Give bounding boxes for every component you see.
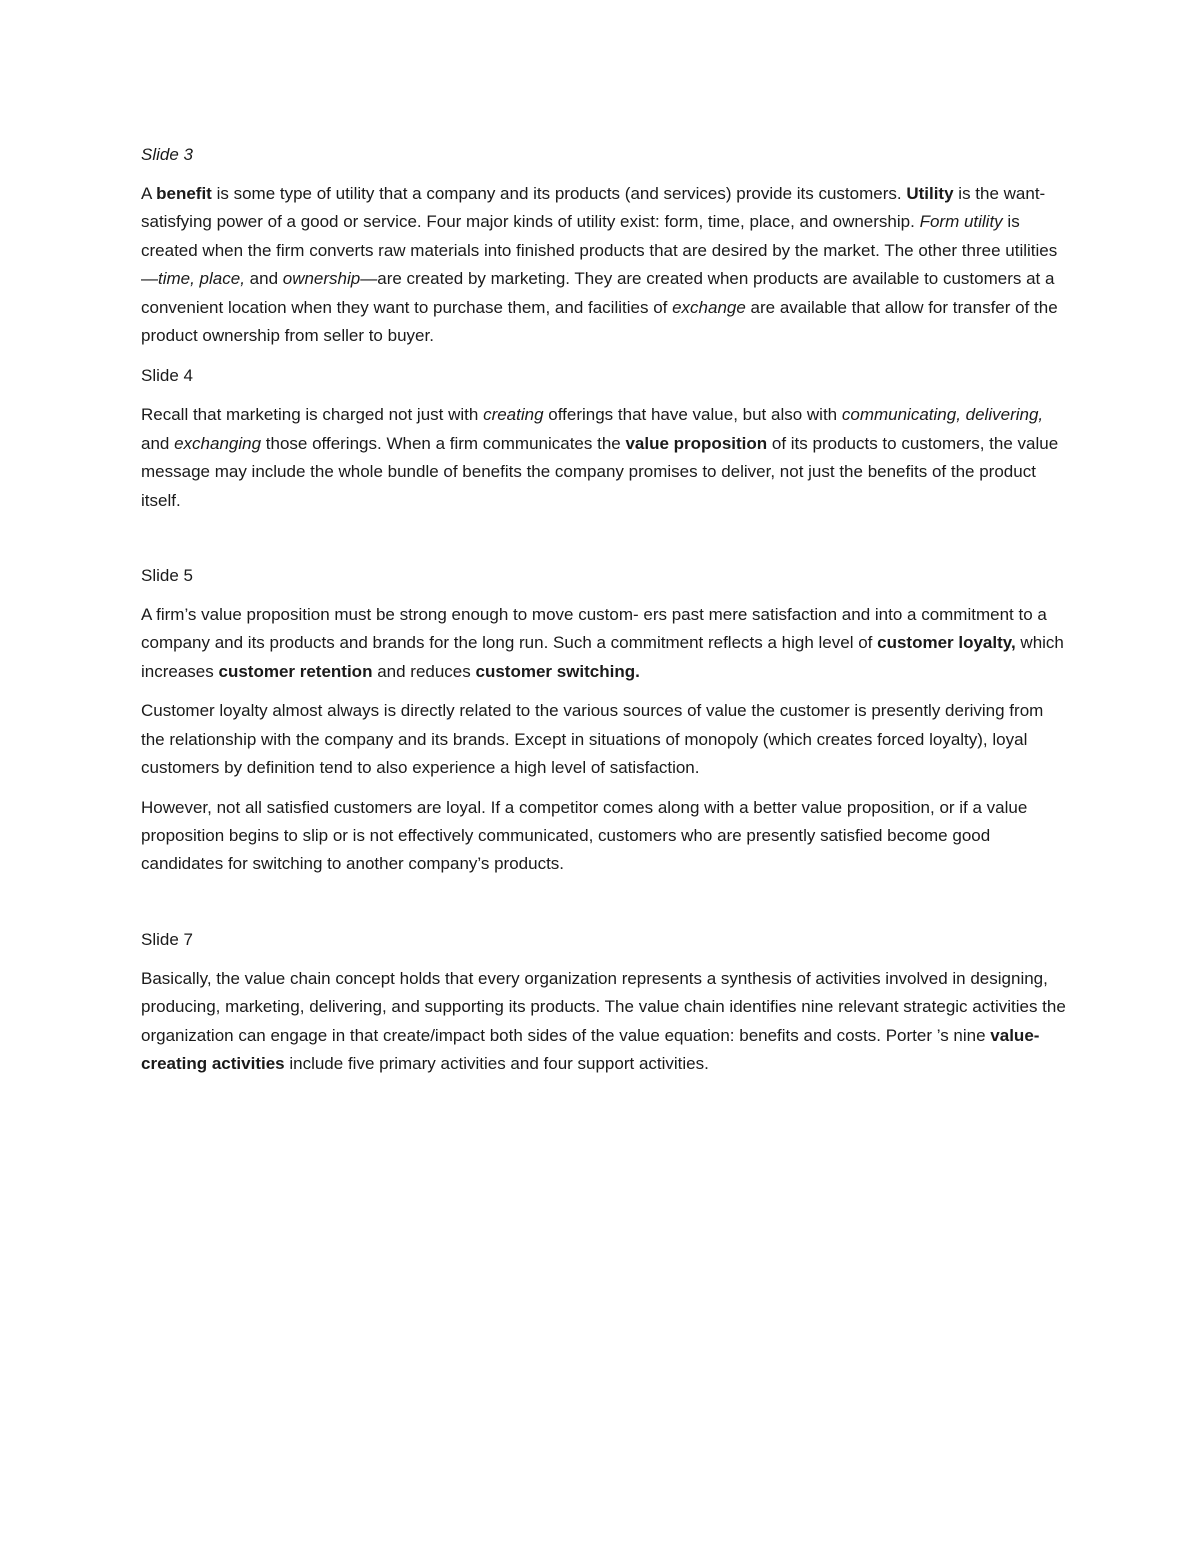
text-run: A [141,184,157,203]
text-run: which increases [141,633,1064,681]
bold-term: customer switching. [475,661,640,681]
paragraph [141,401,1066,515]
text-run: include five primary activities and four support activities. [284,1053,709,1073]
text-run: Basically, the value chain concept holds that every organization represents a synthesis of activities involved in designing, producing, marketing, delivering, and supporting its products. The value chain identifies nine relevant strategic activities the organization can engage in that create/impact both sides of the value equation: benefits and costs. Porter ’s nine [141,968,1066,1045]
blank-line [141,526,1066,561]
text-run: and [244,269,283,289]
text-run: is some type of utility that a company and its products (and services) provide its customers. [211,184,907,203]
italic-term: ownership [282,269,361,289]
paragraph [141,697,1066,782]
bold-term: customer retention [218,661,373,681]
text-run: Customer loyalty almost always is directly related to the various sources of value the customer is presently deriving from the relationship with the company and its brands. Except in situations of monopoly (which creates forced loyalty), loyal customers by definition tend to also experience a high level of satisfaction. [141,701,1044,778]
italic-term: time, place, [158,269,245,289]
text-run: However, not all satisfied customers are loyal. If a competitor comes along with a better value proposition, or if a value proposition begins to slip or is not effectively communicated, customers who are presently satisfied become good candidates for switching to another company’s products. [141,797,1028,874]
text-run: and [141,433,175,453]
text-run: are available that allow for transfer of the product ownership from seller to buyer. [141,297,1058,346]
text-run: is created when the firm converts raw materials into finished products that are desired by the market. The other three utilities— [141,212,1058,289]
text-run: is the want-satisfying power of a good or service. Four major kinds of utility exist: form, time, place, and ownership. [141,184,1046,232]
text-run: of its products to customers, the value message may include the whole bundle of benefits the company promises to deliver, not just the benefits of the product itself. [141,433,1059,510]
section-heading: Slide 4 [141,366,193,386]
text-run: —are created by marketing. They are created when products are available to customers at a convenient location when they want to purchase them, and facilities of [141,269,1055,317]
text-run: offerings that have value, but also with [543,405,842,425]
paragraph [141,180,1066,350]
text-run: Recall that marketing is charged not just with [141,405,484,425]
section-heading: Slide 5 [141,566,193,586]
italic-term: exchanging [174,433,262,453]
section-heading: Slide 3 [141,145,193,164]
text-run: A firm’s value proposition must be strong enough to move custom- ers past mere satisfaction and into a commitment to a company and its products and brands for the long run. Such a commitment reflects a high level of [141,605,1047,653]
bold-term: value-creating activities [141,1025,1040,1073]
paragraph [141,965,1066,1079]
document-body [141,140,1066,1089]
italic-term: Form utility [919,212,1003,232]
section-heading: Slide 7 [141,929,193,949]
blank-line [141,890,1066,925]
bold-term: Utility [906,184,954,203]
italic-term: communicating, delivering, [841,405,1044,425]
bold-term: benefit [156,184,212,203]
paragraph [141,601,1066,686]
italic-term: creating [483,405,544,425]
text-run: and reduces [372,661,476,681]
bold-term: value proposition [625,433,768,453]
text-run: those offerings. When a firm communicates the [261,433,626,453]
bold-term: customer loyalty, [877,633,1016,653]
paragraph [141,794,1066,879]
italic-term: exchange [672,297,746,317]
